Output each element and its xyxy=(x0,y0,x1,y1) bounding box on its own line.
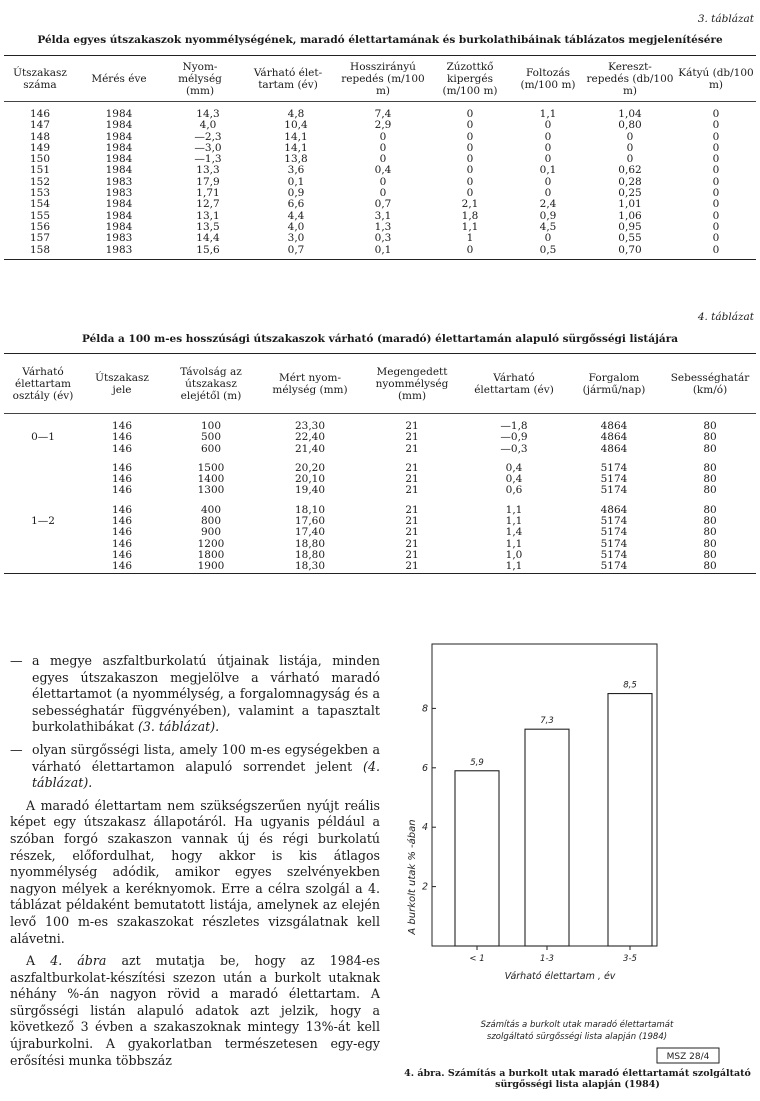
table-cell: 6,6 xyxy=(287,198,305,211)
table-cell: 21 xyxy=(405,484,419,497)
table-cell: 80 xyxy=(703,548,717,561)
table-cell: 21,40 xyxy=(294,442,326,455)
table4-class-cell xyxy=(4,550,82,561)
table-cell: 1,3 xyxy=(374,220,392,233)
table-cell: 0,28 xyxy=(618,175,642,188)
chart-y-axis-label: A burkolt utak % -ában xyxy=(407,819,418,935)
table-cell: 1900 xyxy=(197,560,225,573)
paragraph-2-rest: azt mutatja be, hogy az 1984-es aszfaltburkolat-készítési szezon után a burkolt utaknak néhány %-án nagyon rövid a maradó élettartam. A sürgősségi listán alapuló adatok azt jelzik, hogy a következő 3 évben a szakaszoknak mintegy 13%-át kell újraburkolni. A gyakorlatban természetesen egy-egy erősítési munka többszáz xyxy=(10,953,380,1068)
table-cell: 21 xyxy=(405,503,419,516)
table-cell: 1200 xyxy=(197,537,225,550)
table4-header-row xyxy=(4,354,756,414)
table-cell: 0 xyxy=(544,119,552,132)
table-cell: 1984 xyxy=(105,209,133,222)
table-cell: 0 xyxy=(712,198,720,211)
chart-y-tick-label: 4 xyxy=(421,822,428,834)
table-cell: 148 xyxy=(29,130,51,143)
table-cell: 5174 xyxy=(600,484,628,497)
table-cell: 0,4 xyxy=(505,473,523,486)
table-cell: 0,5 xyxy=(539,243,557,256)
table-cell: 80 xyxy=(703,526,717,539)
table-cell: 18,80 xyxy=(294,537,326,550)
table-cell: 0 xyxy=(712,153,720,166)
table-cell: 146 xyxy=(111,442,133,455)
table4-class-cell xyxy=(4,444,82,455)
table-cell: 153 xyxy=(29,187,51,200)
table-cell: 21 xyxy=(405,548,419,561)
table-cell: —1,8 xyxy=(500,420,528,432)
table4-class-cell: 0—1 xyxy=(31,431,55,444)
chart-x-axis-label: Várható élettartam , év xyxy=(504,971,616,982)
table-cell: 1,1 xyxy=(505,503,523,516)
dash-icon: — xyxy=(10,741,23,757)
table-cell: 1,04 xyxy=(618,108,642,120)
table-cell: 14,1 xyxy=(284,141,308,154)
table-cell: 0,25 xyxy=(618,187,642,200)
table-cell: 0 xyxy=(712,220,720,233)
table-cell: 0 xyxy=(379,141,387,154)
table-cell: 80 xyxy=(703,473,717,486)
table-cell: 20,10 xyxy=(294,473,326,486)
table-cell: 1983 xyxy=(105,243,133,256)
dash-icon: — xyxy=(10,653,23,668)
table-cell: 146 xyxy=(29,108,51,120)
table-cell: 18,80 xyxy=(294,548,326,561)
table-cell: 0 xyxy=(466,153,474,166)
table-cell: 0,1 xyxy=(374,243,392,256)
table-cell: 2,1 xyxy=(461,198,479,211)
table-cell: 0 xyxy=(712,243,720,256)
table-cell: 80 xyxy=(703,484,717,497)
table-cell: 146 xyxy=(111,503,133,516)
table-cell: 0 xyxy=(466,141,474,154)
table-cell: 80 xyxy=(703,442,717,455)
chart-x-tick-label: < 1 xyxy=(469,954,485,964)
table-cell: 0,62 xyxy=(618,164,642,177)
table-cell: 4864 xyxy=(600,420,628,432)
table-cell: 80 xyxy=(703,420,717,432)
chart-data-label: 7,3 xyxy=(540,716,554,727)
bullet-1-ref: (3. táblázat). xyxy=(137,719,220,735)
table-cell: 0,7 xyxy=(287,243,305,256)
table-cell: 1984 xyxy=(105,220,133,233)
table-cell: 0 xyxy=(466,164,474,177)
table-cell: 13,5 xyxy=(196,220,220,233)
table-cell: 80 xyxy=(703,560,717,573)
table-cell: 1984 xyxy=(105,119,133,132)
table-row xyxy=(4,199,756,210)
bullet-item-1 xyxy=(10,653,380,736)
table-cell: 146 xyxy=(111,537,133,550)
table3-header-cell: Foltozás (m/100 m) xyxy=(520,66,576,91)
table-cell: 17,40 xyxy=(294,526,326,539)
table-cell: 10,4 xyxy=(284,119,308,132)
bullet-item-2 xyxy=(10,742,380,792)
table3-header-row xyxy=(4,56,756,102)
table-cell: 17,9 xyxy=(196,175,220,188)
table-cell: 0 xyxy=(712,130,720,143)
table-cell: 0 xyxy=(712,141,720,154)
table-cell: 3,0 xyxy=(287,232,305,245)
table-cell: 0 xyxy=(712,209,720,222)
table4-class-cell xyxy=(4,527,82,538)
table-cell: 18,10 xyxy=(294,503,326,516)
paragraph-2 xyxy=(10,953,380,1069)
table-cell: 3,6 xyxy=(287,164,305,177)
table-cell: 600 xyxy=(200,442,222,455)
table-cell: 4864 xyxy=(600,503,628,516)
table-cell: 0 xyxy=(379,153,387,166)
chart-bar xyxy=(525,729,569,946)
table-row xyxy=(4,561,756,573)
table-cell: 0,95 xyxy=(618,220,642,233)
table-cell: 1,8 xyxy=(461,209,479,222)
table-row xyxy=(4,120,756,131)
table-cell: 0,6 xyxy=(505,484,523,497)
table-cell: 1,1 xyxy=(539,108,557,120)
table4-header-cell: Sebességhatár (km/ó) xyxy=(670,371,750,396)
table-cell: 151 xyxy=(29,164,51,177)
table-cell: 4864 xyxy=(600,431,628,444)
table-cell: 4864 xyxy=(600,442,628,455)
table-row xyxy=(4,527,756,538)
table-row xyxy=(4,444,756,455)
table-cell: 21 xyxy=(405,420,419,432)
table-cell: 400 xyxy=(200,503,222,516)
table-cell: 0,1 xyxy=(539,164,557,177)
table-cell: 0 xyxy=(626,153,634,166)
table-cell: —0,9 xyxy=(500,431,528,444)
table3-header-cell: Kereszt- repedés (db/100 m) xyxy=(586,60,674,97)
table-cell: 13,1 xyxy=(196,209,220,222)
table4-header-cell: Várható élettartam (év) xyxy=(474,371,554,396)
table-cell: 0 xyxy=(712,164,720,177)
table-cell: 0 xyxy=(544,232,552,245)
table4-label: 4. táblázat xyxy=(697,311,754,323)
table-cell: 4,5 xyxy=(539,220,557,233)
table-row xyxy=(4,432,756,443)
chart-data-label: 5,9 xyxy=(470,757,484,768)
table-cell: 1,01 xyxy=(618,198,642,211)
chart-bar xyxy=(455,771,499,946)
table-cell: 0,55 xyxy=(618,232,642,245)
table-cell: 21 xyxy=(405,461,419,474)
table-cell: 0 xyxy=(544,130,552,143)
figure-ref: 4. ábra xyxy=(50,953,107,969)
table-cell: 0 xyxy=(712,232,720,245)
table-cell: 0,70 xyxy=(618,243,642,256)
table3-header-cell: Várható élet- tartam (év) xyxy=(253,66,323,91)
table-cell: 12,7 xyxy=(196,198,220,211)
table-cell: 1,0 xyxy=(505,548,523,561)
table-cell: 1500 xyxy=(197,461,225,474)
bullet-1-text: a megye aszfaltburkolatú útjainak listája, minden egyes útszakaszon megjelölve a várható maradó élettartamot (a nyommélység, a forgalomnagyság és a sebességhatár függvényében), valamint a tapasztalt burkolathibákat xyxy=(32,653,380,735)
table-cell: 1983 xyxy=(105,232,133,245)
table-cell: —3,0 xyxy=(194,141,222,154)
table-cell: 0 xyxy=(626,141,634,154)
paragraph-2-start: A xyxy=(26,953,36,969)
table-cell: 158 xyxy=(29,243,51,256)
table-cell: 5174 xyxy=(600,537,628,550)
table-cell: 1984 xyxy=(105,141,133,154)
table-cell: 146 xyxy=(111,515,133,528)
table-cell: 0 xyxy=(544,153,552,166)
chart-y-tick-label: 6 xyxy=(421,762,428,774)
table-cell: 152 xyxy=(29,175,51,188)
table4-class-cell xyxy=(4,485,82,496)
table-cell: 0,9 xyxy=(287,187,305,200)
table-cell: 80 xyxy=(703,431,717,444)
table-row xyxy=(4,233,756,244)
table-cell: 0,1 xyxy=(287,175,305,188)
table-cell: 14,3 xyxy=(196,108,220,120)
table-cell: 1,1 xyxy=(505,537,523,550)
table-cell: 500 xyxy=(200,431,222,444)
table-row xyxy=(4,485,756,496)
table-cell: 7,4 xyxy=(374,108,392,120)
table-cell: 0 xyxy=(712,187,720,200)
chart-x-tick-label: 3-5 xyxy=(623,954,637,964)
chart-y-tick-label: 2 xyxy=(421,881,428,893)
table-cell: —0,3 xyxy=(500,442,528,455)
table-cell: 0,7 xyxy=(374,198,392,211)
table3-header-cell: Nyom- mélység (mm) xyxy=(178,60,222,97)
table-cell: 13,3 xyxy=(196,164,220,177)
table-cell: 157 xyxy=(29,232,51,245)
table-cell: 1 xyxy=(466,232,474,245)
table-cell: 4,8 xyxy=(287,108,305,120)
table3-header-cell: Hosszirányú repedés (m/100 m) xyxy=(341,60,425,97)
table-cell: 5174 xyxy=(600,473,628,486)
table-cell: 0 xyxy=(466,119,474,132)
table-cell: —1,3 xyxy=(194,153,222,166)
table-cell: 0 xyxy=(379,130,387,143)
table-cell: 147 xyxy=(29,119,51,132)
handwritten-note-line-2: szolgáltató sürgősségi lista alapján (1984) xyxy=(486,1032,668,1042)
table3-title: Példa egyes útszakaszok nyommélységének, maradó élettartamának és burkolathibáinak táblázatos megjelenítésére xyxy=(37,34,723,46)
table-cell: 4,4 xyxy=(287,209,305,222)
table-cell: 0,9 xyxy=(539,209,557,222)
table-cell: 21 xyxy=(405,442,419,455)
table-cell: 146 xyxy=(111,461,133,474)
table-cell: 21 xyxy=(405,537,419,550)
table-cell: 5174 xyxy=(600,526,628,539)
table-cell: 146 xyxy=(111,484,133,497)
table4-header-cell: Megengedett nyommélység (mm) xyxy=(375,365,449,402)
table-cell: 17,60 xyxy=(294,515,326,528)
table-cell: 15,6 xyxy=(196,243,220,256)
table4-class-cell xyxy=(4,463,82,474)
table-cell: 22,40 xyxy=(294,431,326,444)
table-cell: 3,1 xyxy=(374,209,392,222)
table-cell: 80 xyxy=(703,515,717,528)
table-cell: 0 xyxy=(379,187,387,200)
table-cell: 100 xyxy=(200,420,222,432)
chart-data-label: 8,5 xyxy=(623,680,637,691)
table-cell: 146 xyxy=(111,420,133,432)
table-cell: 1,71 xyxy=(196,187,220,200)
table-cell: 1,1 xyxy=(461,220,479,233)
table-cell: 146 xyxy=(111,473,133,486)
table-cell: 18,30 xyxy=(294,560,326,573)
table-cell: 80 xyxy=(703,461,717,474)
table4-header-cell: Távolság az útszakasz elejétől (m) xyxy=(180,365,242,402)
table3-header-cell: Mérés éve xyxy=(91,72,147,85)
table-cell: 5174 xyxy=(600,548,628,561)
table-cell: 2,9 xyxy=(374,119,392,132)
bullet-2-text: olyan sürgősségi lista, amely 100 m-es egységekben a várható élettartamon alapuló sorrendet jelent xyxy=(32,741,380,774)
table-cell: 21 xyxy=(405,431,419,444)
table-row xyxy=(4,245,756,260)
table4-header-cell: Mért nyom- mélység (mm) xyxy=(272,371,348,396)
chart-x-tick-label: 1-3 xyxy=(540,954,554,964)
table-cell: 14,1 xyxy=(284,130,308,143)
table-cell: 1,1 xyxy=(505,560,523,573)
stamp-text: MSZ 28/4 xyxy=(666,1052,710,1062)
body-text-column xyxy=(10,653,380,1075)
table3-header-cell: Útszakasz száma xyxy=(13,66,67,91)
table4-title: Példa a 100 m-es hosszúsági útszakaszok várható (maradó) élettartamán alapuló sürgősségi listájára xyxy=(81,333,679,345)
table-cell: 0 xyxy=(544,141,552,154)
table-cell: 800 xyxy=(200,515,222,528)
chart-y-tick-label: 8 xyxy=(421,703,428,715)
table-cell: 156 xyxy=(29,220,51,233)
table-cell: 0 xyxy=(626,130,634,143)
table-cell: 19,40 xyxy=(294,484,326,497)
table-cell: 5174 xyxy=(600,515,628,528)
table-cell: 0,80 xyxy=(618,119,642,132)
table-cell: 21 xyxy=(405,526,419,539)
table-cell: 0 xyxy=(712,108,720,120)
table-cell: 149 xyxy=(29,141,51,154)
table-cell: 0 xyxy=(379,175,387,188)
table-cell: —2,3 xyxy=(194,130,222,143)
table-cell: 21 xyxy=(405,515,419,528)
table-cell: 0 xyxy=(712,119,720,132)
table-cell: 80 xyxy=(703,503,717,516)
table-cell: 0 xyxy=(466,187,474,200)
table4-header-cell: Útszakasz jele xyxy=(95,371,149,396)
table-cell: 146 xyxy=(111,526,133,539)
table4-class-cell xyxy=(4,539,82,550)
table-cell: 1984 xyxy=(105,130,133,143)
table3-label: 3. táblázat xyxy=(697,13,754,25)
table-cell: 0 xyxy=(712,175,720,188)
table3 xyxy=(4,55,756,260)
chart-bar xyxy=(608,694,652,946)
table-cell: 23,30 xyxy=(294,420,326,432)
table-cell: 4,0 xyxy=(199,119,217,132)
table-cell: 1800 xyxy=(197,548,225,561)
table-cell: 1400 xyxy=(197,473,225,486)
table-cell: 1984 xyxy=(105,108,133,120)
table4 xyxy=(4,353,756,574)
handwritten-note-line-1: Számítás a burkolt utak maradó élettartamát xyxy=(480,1020,674,1030)
table-cell: 0 xyxy=(544,187,552,200)
table-cell: 13,8 xyxy=(284,153,308,166)
paragraph-1: A maradó élettartam nem szükségszerűen nyújt reális képet egy útszakasz állapotáról. Ha ugyanis például a szóban forgó szakaszon vannak új és régi burkolatú részek, előfordulhat, hogy akkor is kis átlagos nyommélység adódik, amikor egyes szelvényekben nagyon mélyek a keréknyomok. Erre a célra szolgál a 4. táblázat példaként bemutatott listája, amelynek az elején levő 100 m-es szakaszokat részletes vizsgálatnak kell alávetni. xyxy=(10,797,380,946)
table-cell: 14,4 xyxy=(196,232,220,245)
table-cell: 1,4 xyxy=(505,526,523,539)
table-cell: 0 xyxy=(466,130,474,143)
table-cell: 1983 xyxy=(105,175,133,188)
table-cell: 0 xyxy=(466,108,474,120)
table-cell: 1,06 xyxy=(618,209,642,222)
table-cell: 146 xyxy=(111,560,133,573)
table-cell: 150 xyxy=(29,153,51,166)
table-cell: 80 xyxy=(703,537,717,550)
table4-class-cell: 1—2 xyxy=(31,515,55,528)
table-cell: 5174 xyxy=(600,560,628,573)
table-cell: 0 xyxy=(466,175,474,188)
table-cell: 20,20 xyxy=(294,461,326,474)
table-cell: 900 xyxy=(200,526,222,539)
table-cell: 5174 xyxy=(600,461,628,474)
table4-header-cell: Várható élettartam osztály (év) xyxy=(12,365,74,402)
table-cell: 155 xyxy=(29,209,51,222)
table3-header-cell: Kátyú (db/100 m) xyxy=(678,66,754,91)
table-cell: 0 xyxy=(544,175,552,188)
table-cell: 1300 xyxy=(197,484,225,497)
table-cell: 0,3 xyxy=(374,232,392,245)
table-cell: 0,4 xyxy=(505,461,523,474)
bar-chart xyxy=(395,632,760,1072)
table-cell: 1984 xyxy=(105,164,133,177)
table-cell: 0,4 xyxy=(374,164,392,177)
table-cell: 4,0 xyxy=(287,220,305,233)
table-cell: 1984 xyxy=(105,198,133,211)
table4-header-cell: Forgalom (jármű/nap) xyxy=(582,371,646,396)
table-cell: 1,1 xyxy=(505,515,523,528)
table-cell: 1983 xyxy=(105,187,133,200)
figure-caption: 4. ábra. Számítás a burkolt utak maradó élettartamát szolgáltató sürgősségi lista alapján (1984) xyxy=(404,1068,751,1090)
table-cell: 21 xyxy=(405,473,419,486)
table-cell: 0 xyxy=(466,243,474,256)
table4-class-cell xyxy=(4,474,82,485)
table-cell: 146 xyxy=(111,431,133,444)
table-cell: 146 xyxy=(111,548,133,561)
table-cell: 21 xyxy=(405,560,419,573)
table-cell: 1984 xyxy=(105,153,133,166)
table-cell: 2,4 xyxy=(539,198,557,211)
table3-header-cell: Zúzottkő kipergés (m/100 m) xyxy=(442,60,498,97)
bullet-2-ref: (4. táblázat). xyxy=(32,758,380,791)
table-cell: 154 xyxy=(29,198,51,211)
table4-class-cell xyxy=(4,561,82,573)
